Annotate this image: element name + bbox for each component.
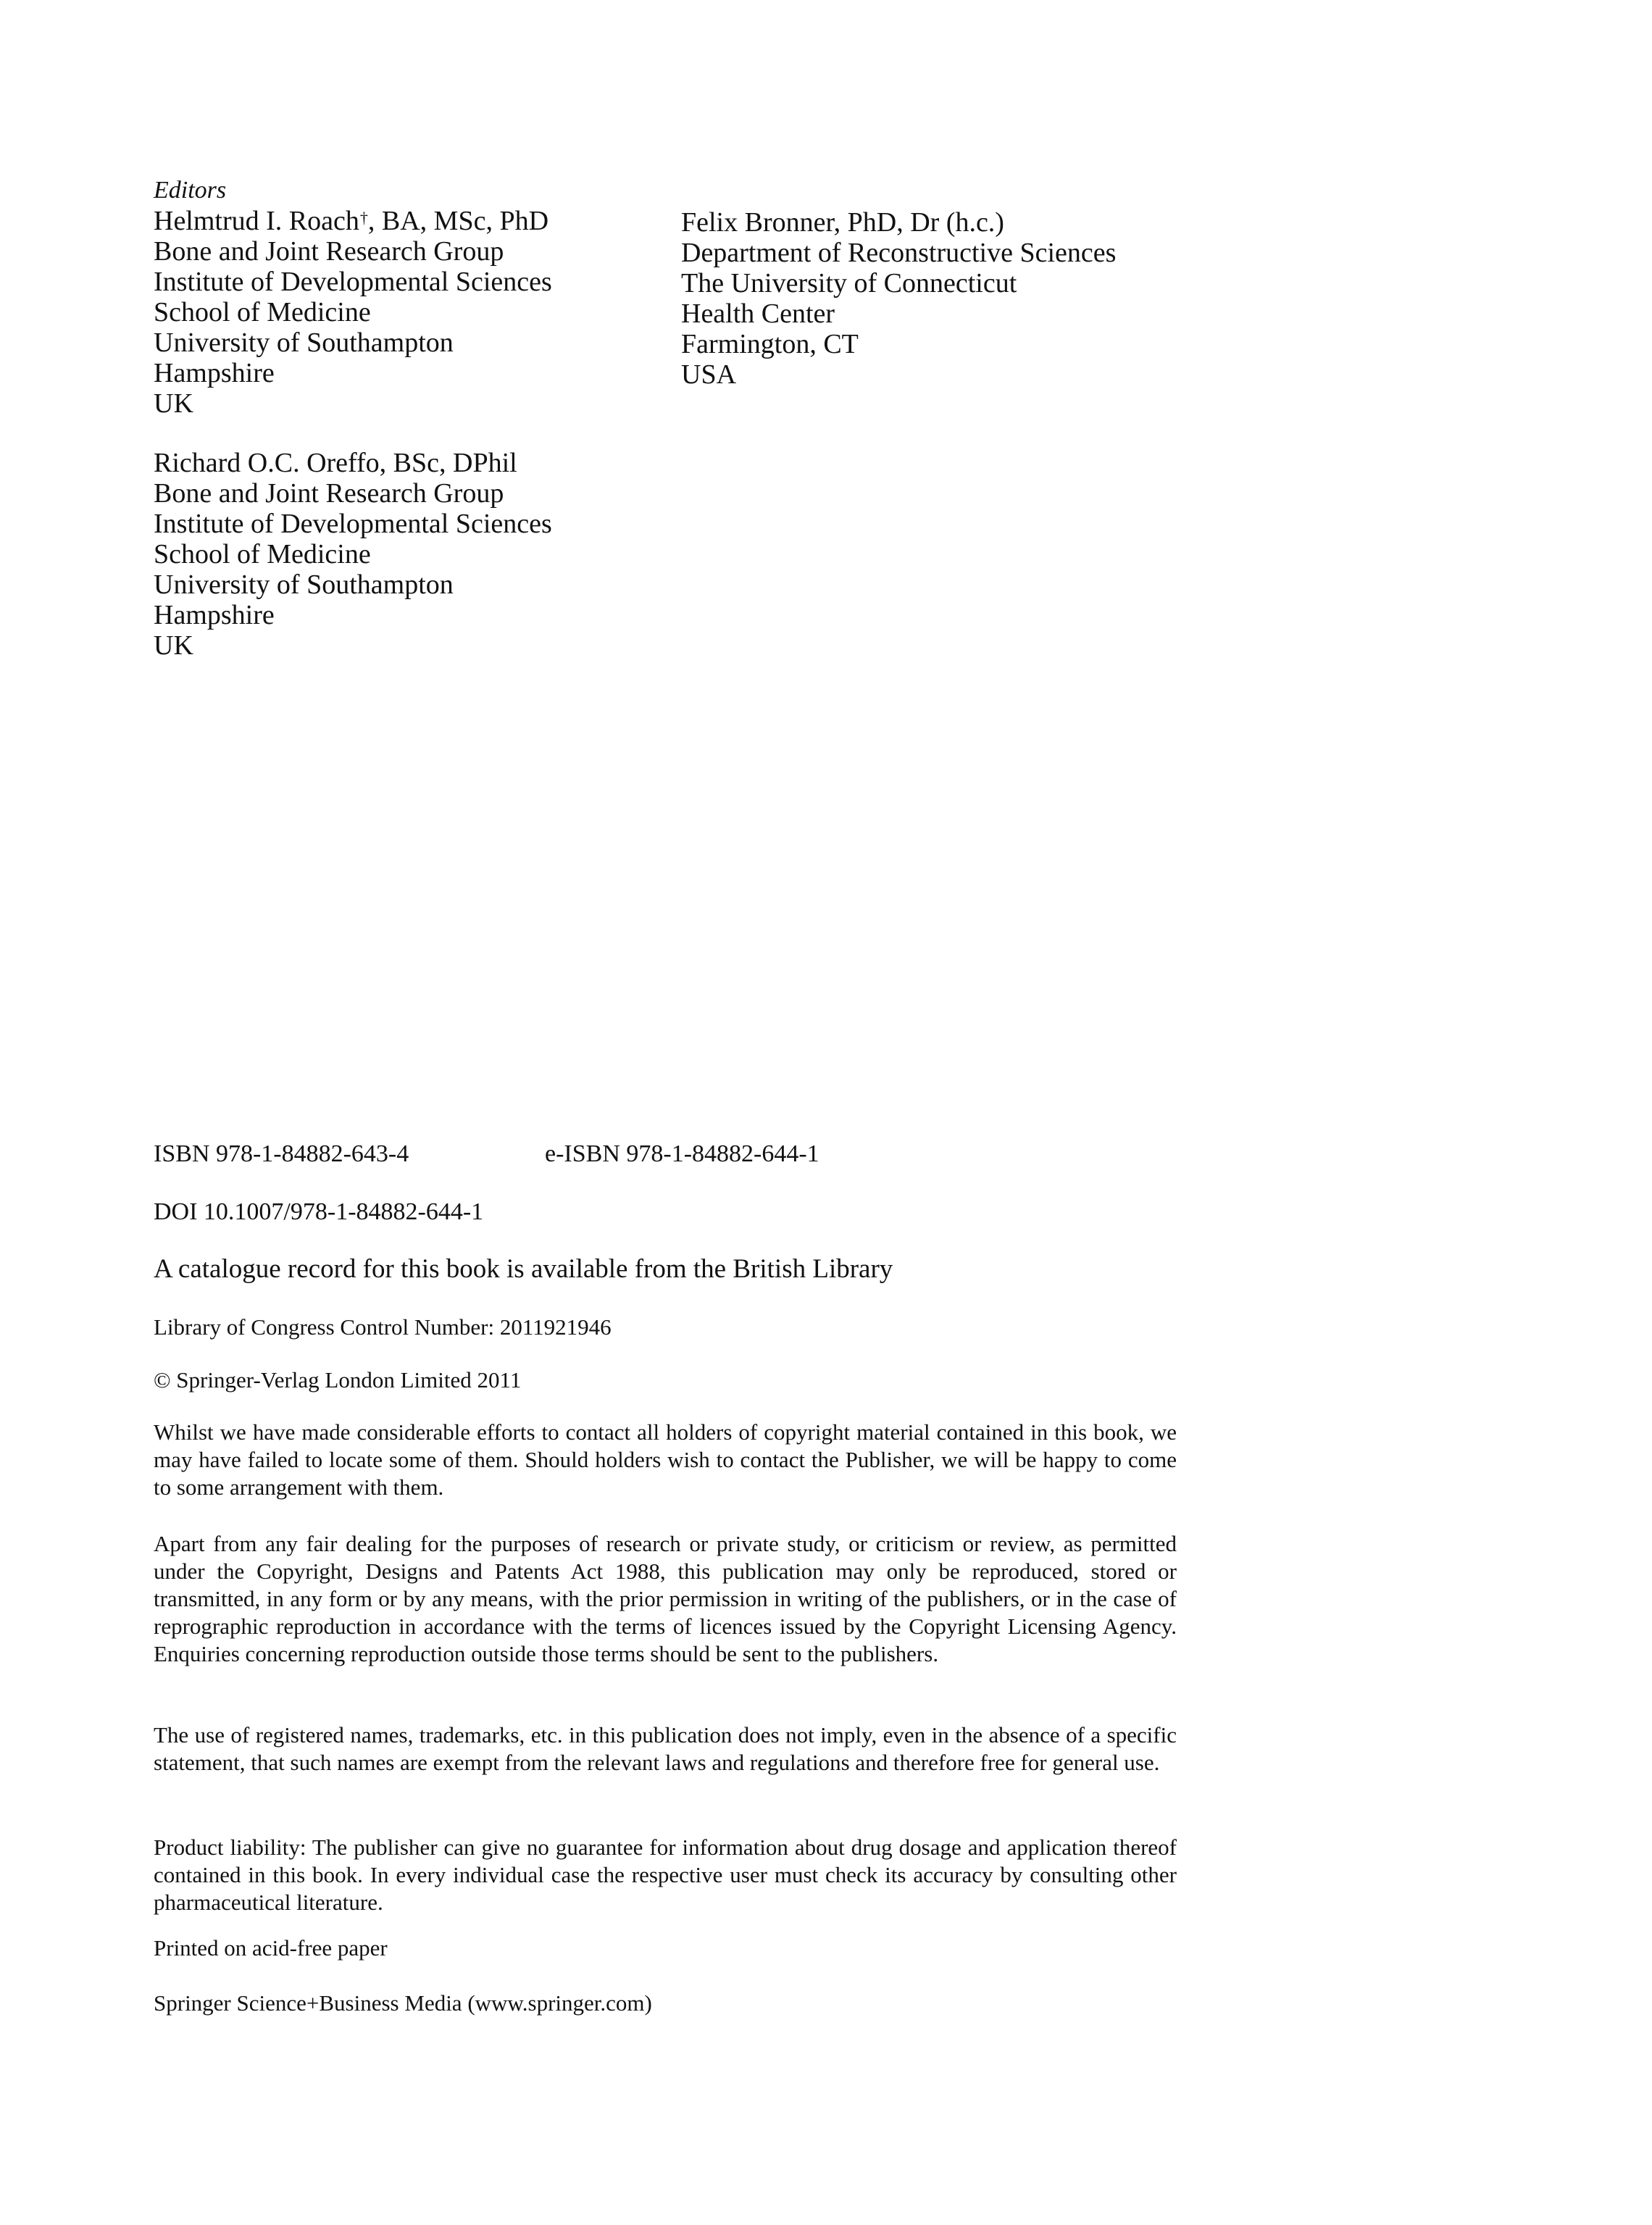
catalogue-record: A catalogue record for this book is available from the British Library	[154, 1254, 893, 1284]
product-liability-paragraph: Product liability: The publisher can give no guarantee for information about drug dosage and application thereof contained in this book. In every individual case the respective user must check its accuracy by consulting other pharmaceutical literature.	[154, 1834, 1177, 1915]
address-line: Hampshire	[154, 600, 275, 630]
acid-free-note: Printed on acid-free paper	[154, 1935, 388, 1961]
address-line: Institute of Developmental Sciences	[154, 509, 552, 539]
address-line: UK	[154, 388, 193, 419]
copyright-notice: © Springer-Verlag London Limited 2011	[154, 1367, 522, 1393]
editor-oreffo-name: Richard O.C. Oreffo, BSc, DPhil	[154, 448, 517, 478]
trademarks-paragraph: The use of registered names, trademarks, etc. in this publication does not imply, even in the absence of a specific statement, that such names are exempt from the relevant laws and regulations and therefore free for general use.	[154, 1722, 1177, 1775]
address-line: University of Southampton	[154, 327, 454, 358]
editor-oreffo-address	[154, 448, 552, 661]
address-line: Bone and Joint Research Group	[154, 236, 504, 267]
publisher-line: Springer Science+Business Media (www.springer.com)	[154, 1990, 652, 2016]
editor-bronner-name: Felix Bronner, PhD, Dr (h.c.)	[681, 207, 1004, 238]
address-line: University of Southampton	[154, 569, 454, 600]
address-line: School of Medicine	[154, 539, 371, 569]
doi: DOI 10.1007/978-1-84882-644-1	[154, 1198, 484, 1225]
fair-dealing-paragraph: Apart from any fair dealing for the purposes of research or private study, or criticism or review, as permitted under the Copyright, Designs and Patents Act 1988, this publication may only be reproduced, stored or transmitted, in any form or by any means, with the prior permission in writing of the publishers, or in the case of reprographic reproduction in accordance with the terms of licences issued by the Copyright Licensing Agency. Enquiries concerning reproduction outside those terms should be sent to the publishers.	[154, 1531, 1177, 1666]
address-line: USA	[681, 359, 737, 390]
address-line: Institute of Developmental Sciences	[154, 267, 552, 297]
address-line: Health Center	[681, 299, 835, 329]
lccn: Library of Congress Control Number: 2011921946	[154, 1314, 612, 1340]
editors-heading: Editors	[154, 177, 227, 204]
address-line: School of Medicine	[154, 297, 371, 327]
address-line: The University of Connecticut	[681, 268, 1017, 299]
e-isbn: e-ISBN 978-1-84882-644-1	[545, 1140, 819, 1167]
isbn-row	[154, 1139, 819, 1169]
copyright-holders-paragraph: Whilst we have made considerable efforts to contact all holders of copyright material contained in this book, we may have failed to locate some of them. Should holders wish to contact the Publisher, we will be happy to come to some arrangement with them.	[154, 1419, 1177, 1500]
address-line: Farmington, CT	[681, 329, 859, 359]
editor-roach-address	[154, 206, 552, 419]
address-line: UK	[154, 630, 193, 661]
address-line: Hampshire	[154, 358, 275, 388]
isbn: ISBN 978-1-84882-643-4	[154, 1140, 409, 1167]
editor-roach-name: Helmtrud I. Roach†, BA, MSc, PhD	[154, 206, 549, 236]
editor-bronner-address	[681, 207, 1116, 390]
address-line: Bone and Joint Research Group	[154, 478, 504, 509]
address-line: Department of Reconstructive Sciences	[681, 238, 1117, 268]
